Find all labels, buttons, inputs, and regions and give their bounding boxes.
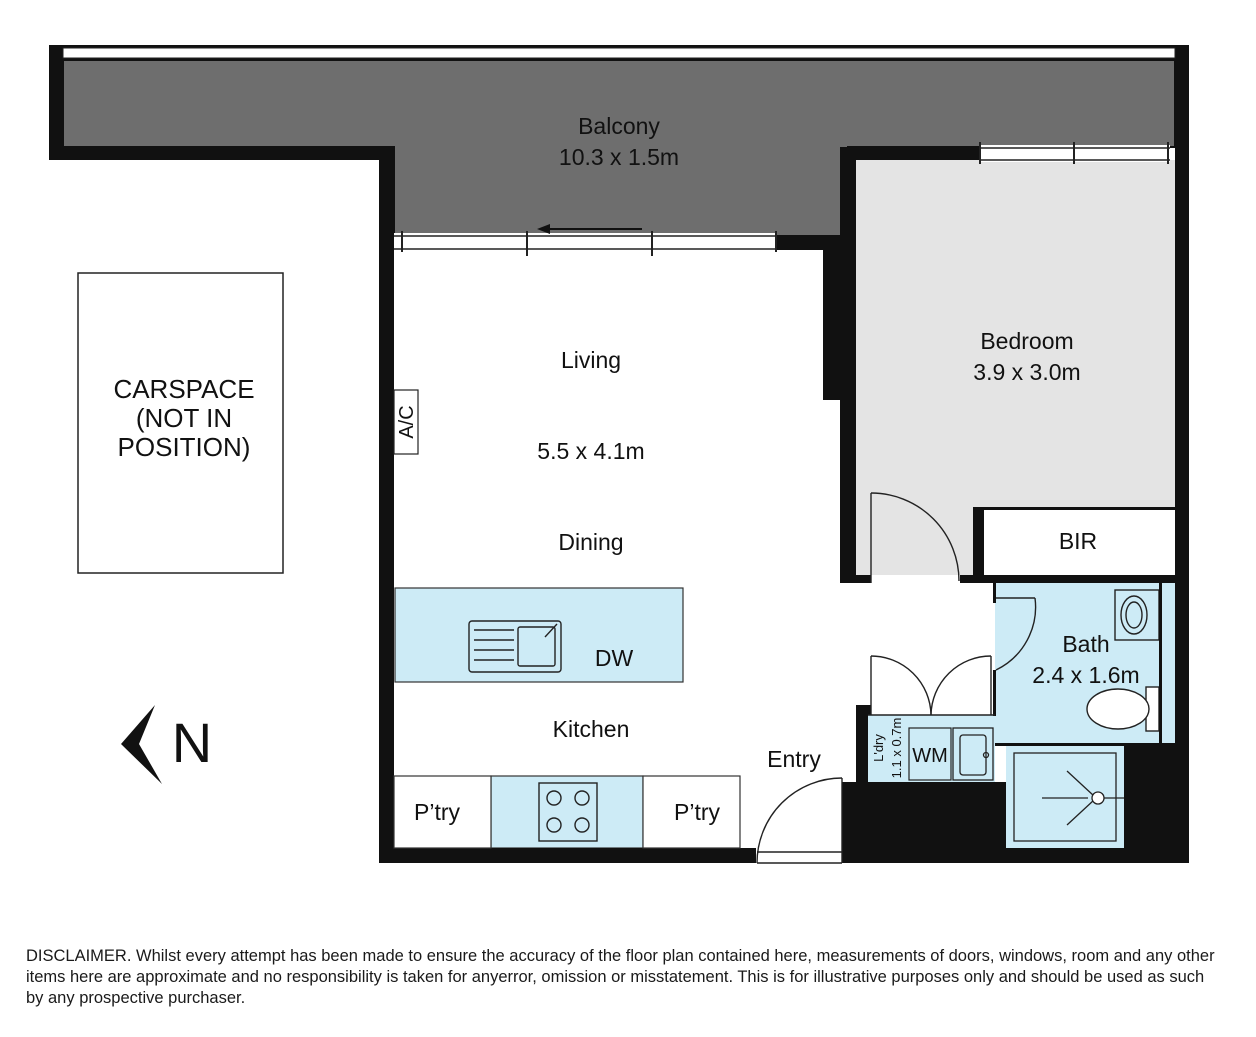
shower-floor <box>1006 745 1124 848</box>
balcony-name: Balcony <box>578 113 660 139</box>
top-window-strip <box>63 48 1175 58</box>
living-name: Living <box>560 347 622 373</box>
laundry-doors-icon <box>868 656 995 715</box>
dishwasher-label: DW <box>594 645 634 671</box>
entry-label: Entry <box>767 746 821 772</box>
carspace-line1: CARSPACE <box>113 374 255 404</box>
wall-balcony-west <box>49 45 63 160</box>
toilet-icon <box>1087 687 1159 731</box>
ac-unit <box>394 390 418 454</box>
carspace <box>78 273 283 573</box>
wall-living-north-right <box>776 236 840 250</box>
wall-bath-south <box>995 743 1175 746</box>
wall-entry-east <box>842 782 856 863</box>
wall-bath-west <box>993 583 996 603</box>
wall-laundry-block <box>856 782 1006 852</box>
wall-living-west <box>379 147 394 863</box>
washing-machine-label: WM <box>912 745 948 767</box>
wall-bedroom-south <box>840 575 871 583</box>
dining-name: Dining <box>558 529 624 555</box>
pantry-left-label: P’try <box>414 799 460 825</box>
laundry-size: 1.1 x 0.7m <box>889 717 904 779</box>
carspace-line3: POSITION) <box>117 432 251 462</box>
wall-bedroom-north <box>840 147 980 160</box>
pantry-right-label: P’try <box>674 799 720 825</box>
bath-size: 2.4 x 1.6m <box>1032 662 1140 688</box>
compass <box>121 705 212 784</box>
wall-bedroom-south-2 <box>960 575 1175 583</box>
bir-label: BIR <box>1058 528 1098 554</box>
wall-balcony-south <box>49 147 394 160</box>
bath-wall-divider <box>1159 583 1162 745</box>
bedroom-window <box>980 142 1170 164</box>
ac-label: A/C <box>396 405 418 439</box>
bath-name: Bath <box>1062 631 1110 657</box>
wall-bath-west-2 <box>993 670 996 716</box>
bedroom-floor-lower <box>856 507 973 575</box>
disclaimer-text: DISCLAIMER. Whilst every attempt has been made to ensure the accuracy of the floor plan contained here, measurements of doors, windows, room and any other items here are approximate and no responsibility is taken for anyerror, omission or misstatement. This is for illustrative purposes only and should be used as such by any prospective purchaser. <box>26 947 1215 1007</box>
wall-balcony-east <box>1175 45 1189 160</box>
north-arrow-icon <box>121 705 162 784</box>
wall-laundry-west <box>856 705 868 852</box>
wall-bedroom-west-thick <box>823 250 856 400</box>
bedroom-name: Bedroom <box>980 328 1074 354</box>
north-label: N <box>171 711 213 774</box>
entry-door-icon <box>757 778 842 863</box>
living-size: 5.5 x 4.1m <box>537 438 645 464</box>
cooktop-bench <box>491 776 643 848</box>
carspace-line2: (NOT IN <box>135 403 233 433</box>
wall-south <box>379 848 756 863</box>
wall-shower-east <box>1124 745 1189 863</box>
balcony-size: 10.3 x 1.5m <box>558 144 680 170</box>
kitchen-island <box>395 588 683 682</box>
wall-bir-top <box>973 507 1175 510</box>
wall-laundry-top <box>856 705 871 715</box>
wall-bir-west <box>973 507 984 583</box>
kitchen-name: Kitchen <box>552 716 630 742</box>
laundry-name: L'dry <box>871 734 886 762</box>
bedroom-size: 3.9 x 3.0m <box>973 359 1081 385</box>
